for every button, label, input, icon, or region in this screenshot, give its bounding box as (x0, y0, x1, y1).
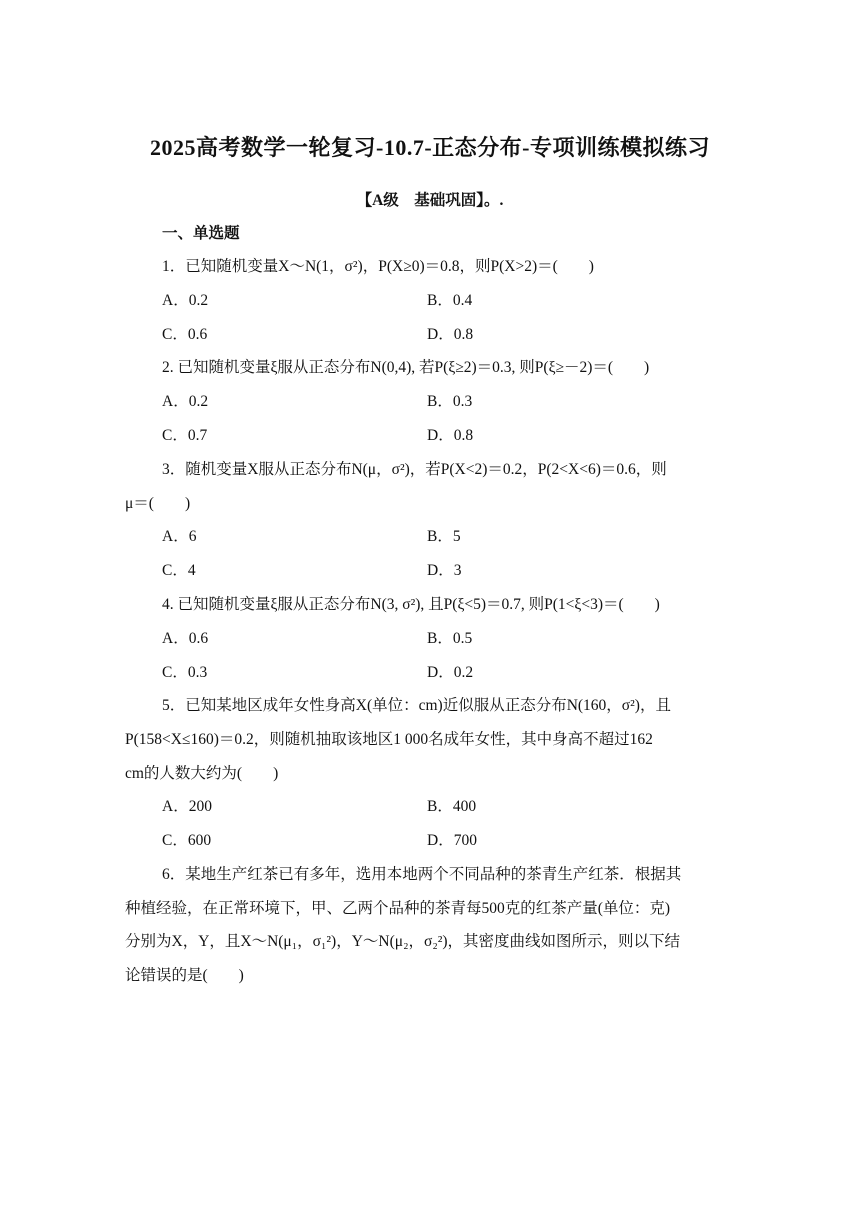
question-4-stem: 4. 已知随机变量ξ服从正态分布N(3, σ²), 且P(ξ<5)＝0.7, 则P(1<ξ<3)＝( ) (162, 596, 660, 613)
question-1-stem: 1．已知随机变量X～N(1，σ²)，P(X≥0)＝0.8，则P(X>2)＝( ) (162, 258, 594, 275)
q1-option-d: D．0.8 (427, 326, 474, 343)
question-6-stem-line-3: 分别为X，Y，且X～N(μ₁，σ₁²)，Y～N(μ₂，σ₂²)，其密度曲线如图所示，则以下结 (125, 933, 681, 950)
q2-option-b: B．0.3 (427, 393, 473, 410)
level-heading: 【A级 基础巩固】。. (356, 192, 504, 209)
question-5-stem-line-1: 5．已知某地区成年女性身高X(单位：cm)近似服从正态分布N(160，σ²)，且 (162, 697, 671, 714)
question-6-stem-line-1: 6．某地生产红茶已有多年，选用本地两个不同品种的茶青生产红茶．根据其 (162, 866, 682, 883)
q2-option-d: D．0.8 (427, 427, 474, 444)
q4-option-c: C．0.3 (162, 664, 208, 681)
q5-option-b: B．400 (427, 798, 477, 815)
q2-option-c: C．0.7 (162, 427, 208, 444)
q2-option-a: A．0.2 (162, 393, 209, 410)
question-5-stem-line-3: cm的人数大约为( ) (125, 765, 279, 782)
q3-option-d: D．3 (427, 562, 462, 579)
q1-option-b: B．0.4 (427, 292, 473, 309)
question-6-stem-line-2: 种植经验，在正常环境下，甲、乙两个品种的茶青每500克的红茶产量(单位：克) (125, 900, 671, 917)
q4-option-a: A．0.6 (162, 630, 209, 647)
q4-option-b: B．0.5 (427, 630, 473, 647)
page-title: 2025高考数学一轮复习-10.7-正态分布-专项训练模拟练习 (150, 135, 710, 160)
question-3-stem-line-1: 3．随机变量X服从正态分布N(μ，σ²)，若P(X<2)＝0.2，P(2<X<6)＝0.6，则 (162, 461, 667, 478)
q4-option-d: D．0.2 (427, 664, 474, 681)
question-5-stem-line-2: P(158<X≤160)＝0.2，则随机抽取该地区1 000名成年女性，其中身高不超过162 (125, 731, 653, 748)
q5-option-d: D．700 (427, 832, 477, 849)
q5-option-c: C．600 (162, 832, 212, 849)
q1-option-c: C．0.6 (162, 326, 208, 343)
q3-option-b: B．5 (427, 528, 461, 545)
question-3-stem-line-2: μ＝( ) (125, 495, 191, 512)
q3-option-c: C．4 (162, 562, 196, 579)
question-6-stem-line-4: 论错误的是( ) (125, 967, 244, 984)
q5-option-a: A．200 (162, 798, 212, 815)
question-2-stem: 2. 已知随机变量ξ服从正态分布N(0,4), 若P(ξ≥2)＝0.3, 则P(ξ≥－2)＝( ) (162, 359, 650, 376)
q3-option-a: A．6 (162, 528, 197, 545)
section-heading: 一、单选题 (162, 225, 240, 242)
q1-option-a: A．0.2 (162, 292, 209, 309)
